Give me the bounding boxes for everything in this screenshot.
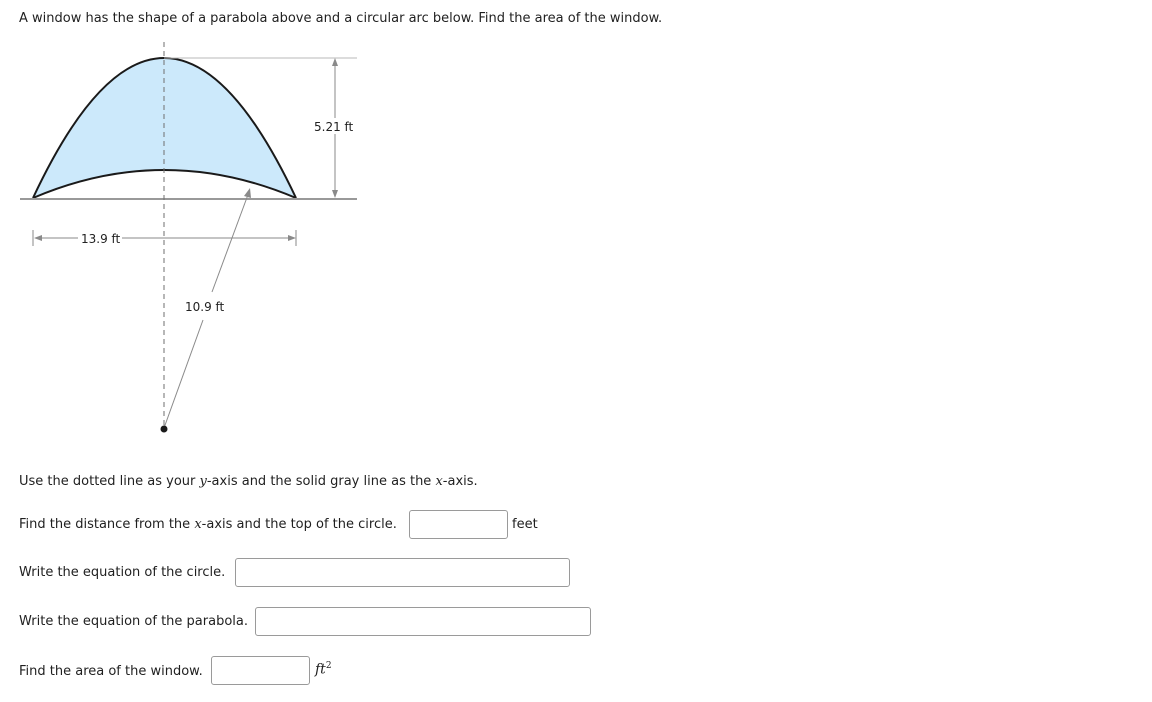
q4-label: Find the area of the window. bbox=[19, 664, 203, 679]
y-variable: y bbox=[199, 474, 207, 489]
question-intro: A window has the shape of a parabola above and a circular arc below. Find the area of the window. bbox=[19, 11, 663, 26]
area-unit-exponent: 2 bbox=[325, 661, 332, 671]
height-arrow-up bbox=[332, 58, 338, 66]
x-variable: x bbox=[435, 474, 443, 489]
halfwidth-arrow-right bbox=[288, 235, 296, 241]
distance-answer-input[interactable] bbox=[409, 510, 508, 539]
axis-instructions-part1: Use the dotted line as your bbox=[19, 474, 200, 489]
area-unit bbox=[315, 661, 332, 678]
height-label: 5.21 ft bbox=[314, 120, 354, 134]
radius-arrow bbox=[244, 188, 251, 198]
halfwidth-label: 13.9 ft bbox=[81, 232, 121, 246]
halfwidth-arrow-left bbox=[34, 235, 42, 241]
radius-line-lower bbox=[164, 320, 203, 428]
axis-instructions bbox=[19, 474, 478, 489]
axis-instructions-part3: -axis. bbox=[442, 474, 478, 489]
radius-label: 10.9 ft bbox=[185, 300, 225, 314]
q1-x-variable: x bbox=[194, 517, 202, 532]
distance-unit: feet bbox=[512, 517, 538, 532]
q1-label-part2: -axis and the top of the circle. bbox=[201, 517, 397, 532]
q3-label: Write the equation of the parabola. bbox=[19, 614, 248, 629]
circle-center-point bbox=[161, 426, 168, 433]
q2-label: Write the equation of the circle. bbox=[19, 565, 226, 580]
parabola-equation-input[interactable] bbox=[255, 607, 591, 636]
q1-label bbox=[19, 517, 397, 532]
circle-equation-input[interactable] bbox=[235, 558, 570, 587]
radius-line-upper bbox=[212, 192, 249, 292]
q1-label-part1: Find the distance from the bbox=[19, 517, 195, 532]
axis-instructions-part2: -axis and the solid gray line as the bbox=[206, 474, 436, 489]
area-unit-base: ft bbox=[315, 661, 326, 678]
height-arrow-down bbox=[332, 190, 338, 198]
area-answer-input[interactable] bbox=[211, 656, 310, 685]
